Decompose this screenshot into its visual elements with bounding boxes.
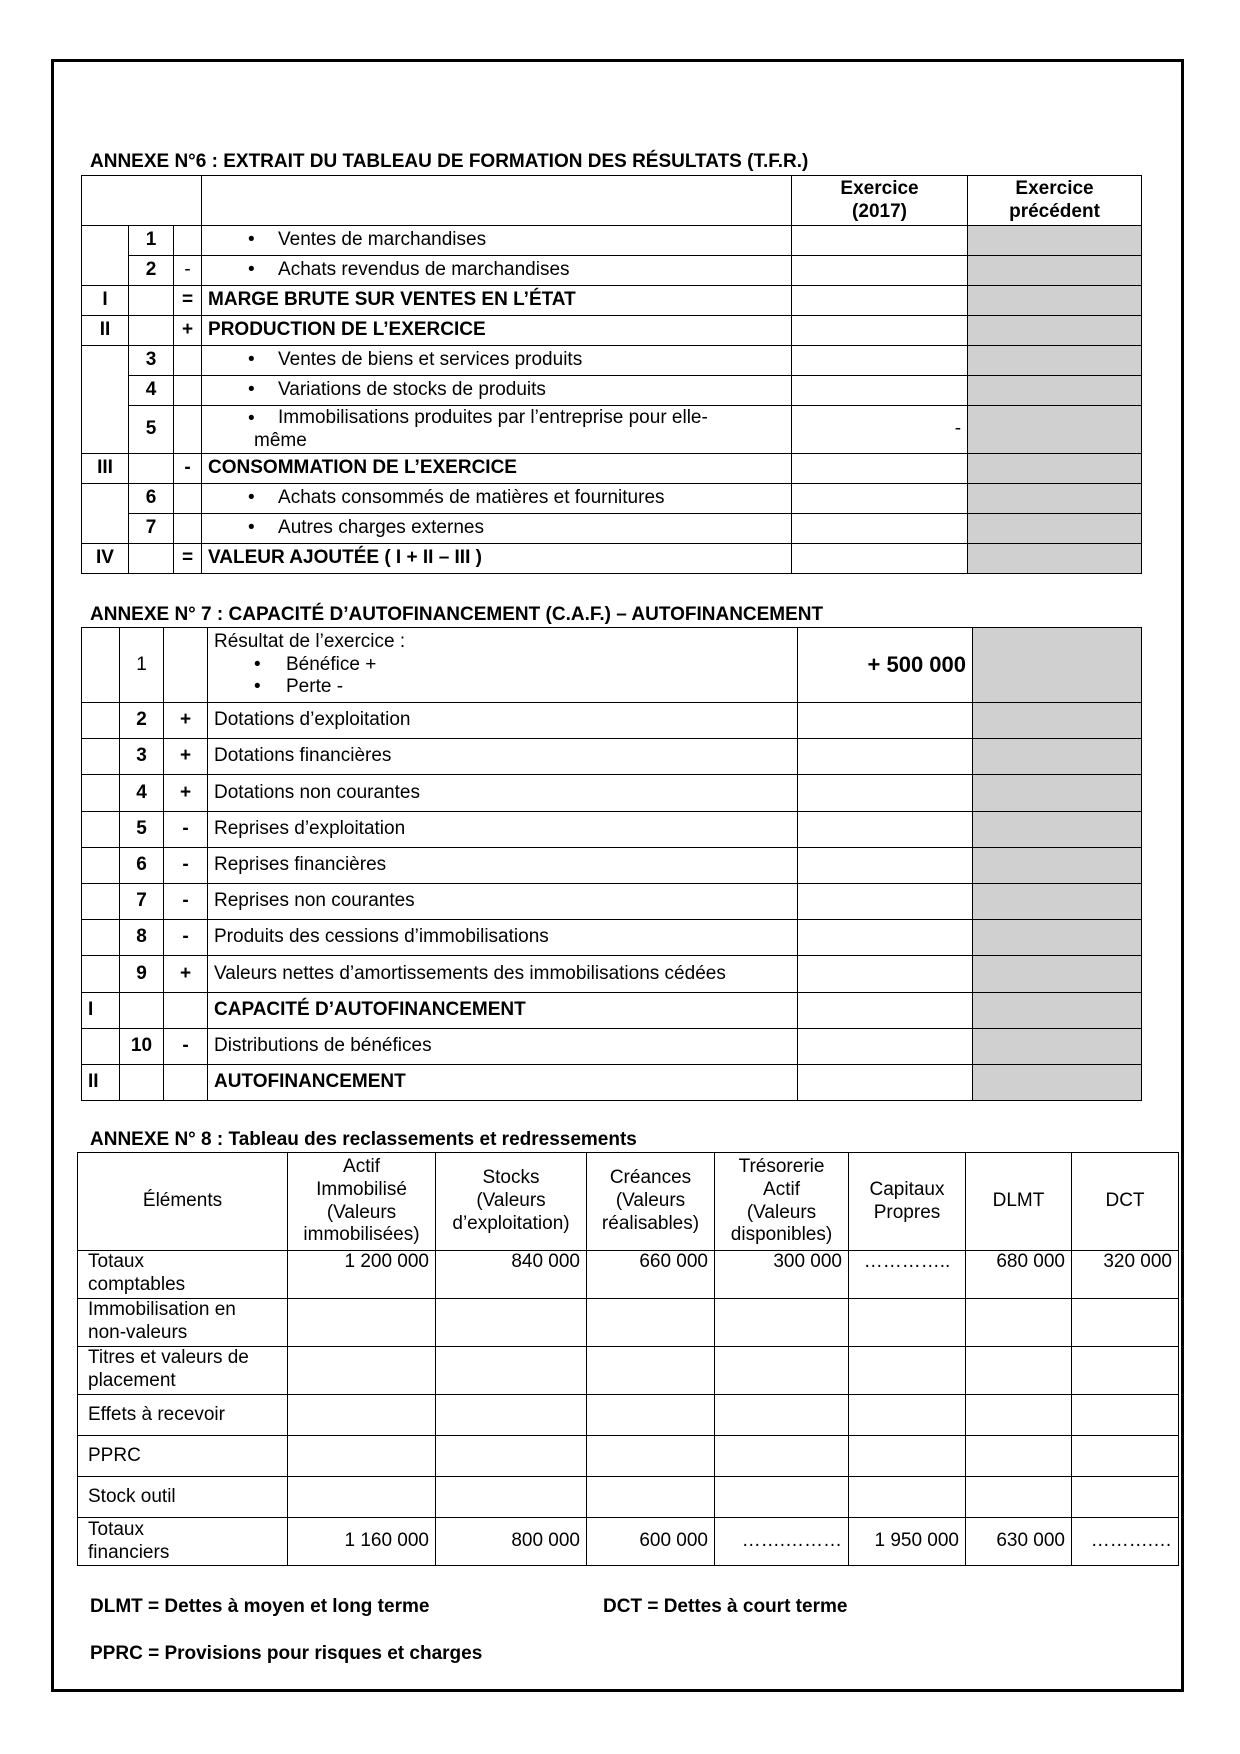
annex7-current-value — [798, 703, 973, 739]
annex8-cell — [1072, 1347, 1179, 1395]
annex8-cell — [715, 1299, 849, 1347]
annex6-row — [82, 484, 1142, 514]
annex7-previous-value — [973, 883, 1142, 919]
annex6-sign — [174, 514, 202, 544]
annex8-row-label: Totaux financiers — [78, 1518, 288, 1566]
annex6-row — [82, 514, 1142, 544]
annex8-cell — [715, 1477, 849, 1518]
annex7-num: 9 — [120, 956, 164, 992]
annex6-sign — [174, 226, 202, 256]
annex6-sign: = — [174, 286, 202, 316]
annex7-label: Reprises d’exploitation — [208, 811, 798, 847]
annex6-previous-value — [968, 346, 1142, 376]
annex6-label: • Immobilisations produites par l’entreprise pour elle- même — [202, 406, 792, 454]
annex8-cell: 600 000 — [587, 1518, 715, 1566]
annex6-previous-value — [968, 406, 1142, 454]
annex8-header: DLMT — [966, 1153, 1072, 1251]
annex7-roman: II — [82, 1064, 120, 1100]
annex7-label: Dotations non courantes — [208, 775, 798, 811]
annex7-current-value — [798, 992, 973, 1028]
annex6-row — [82, 406, 1142, 454]
annex7-label: Dotations financières — [208, 739, 798, 775]
annex6-roman: IV — [82, 544, 129, 574]
annex7-row1-value: + 500 000 — [798, 628, 973, 703]
annex6-num — [129, 316, 174, 346]
annex6-row — [82, 256, 1142, 286]
annex8-cell — [436, 1395, 587, 1436]
annex6-current-value — [792, 286, 968, 316]
annex8-header: Créances (Valeurs réalisables) — [587, 1153, 715, 1251]
annex6-header-previous: Exercice précédent — [968, 176, 1142, 226]
annex8-cell — [1072, 1395, 1179, 1436]
annex7-current-value — [798, 1064, 973, 1100]
annex7-roman — [82, 1028, 120, 1064]
annex8-cell — [849, 1477, 966, 1518]
bullet-icon: • — [248, 379, 255, 401]
annex7-num: 4 — [120, 775, 164, 811]
annex6-num: 1 — [129, 226, 174, 256]
annex7-previous-value — [973, 739, 1142, 775]
annex7-roman — [82, 811, 120, 847]
annex7-row — [82, 847, 1142, 883]
annex8-cell: …….……… — [715, 1518, 849, 1566]
annex7-roman — [82, 956, 120, 992]
annex7-previous-value — [973, 920, 1142, 956]
annex8-cell — [849, 1347, 966, 1395]
annex7-row1-previous — [973, 628, 1142, 703]
annex6-label: • Variations de stocks de produits — [202, 376, 792, 406]
annex6-previous-value — [968, 226, 1142, 256]
annex8-cell — [1072, 1477, 1179, 1518]
annex6-row — [82, 316, 1142, 346]
annex6-roman: II — [82, 316, 129, 346]
annex6-sign — [174, 376, 202, 406]
annex7-previous-value — [973, 847, 1142, 883]
annex7-label: Dotations d’exploitation — [208, 703, 798, 739]
annex8-header: Trésorerie Actif (Valeurs disponibles) — [715, 1153, 849, 1251]
annex7-sign: + — [164, 739, 208, 775]
annex7-row1-roman — [82, 628, 120, 703]
bullet-icon: • — [248, 408, 255, 429]
annex8-header: Actif Immobilisé (Valeurs immobilisées) — [288, 1153, 436, 1251]
annex7-label: Distributions de bénéfices — [208, 1028, 798, 1064]
annex7-label: Reprises non courantes — [208, 883, 798, 919]
annex6-current-value — [792, 454, 968, 484]
annex6-row — [82, 346, 1142, 376]
annex6-roman — [82, 346, 129, 454]
annex7-label: Reprises financières — [208, 847, 798, 883]
annex8-cell — [288, 1395, 436, 1436]
annex7-sign — [164, 992, 208, 1028]
annex6-roman — [82, 484, 129, 544]
annex7-row — [82, 1064, 1142, 1100]
annex6-num: 3 — [129, 346, 174, 376]
annex6-num: 7 — [129, 514, 174, 544]
annex7-num: 6 — [120, 847, 164, 883]
annex8-cell: ………….. — [849, 1251, 966, 1299]
annex8-cell — [1072, 1299, 1179, 1347]
annex6-previous-value — [968, 484, 1142, 514]
annex7-roman — [82, 739, 120, 775]
annex6-previous-value — [968, 256, 1142, 286]
annex7-previous-value — [973, 956, 1142, 992]
annex7-row — [82, 811, 1142, 847]
annex7-sign: - — [164, 1028, 208, 1064]
annex7-previous-value — [973, 703, 1142, 739]
annex6-label: MARGE BRUTE SUR VENTES EN L’ÉTAT — [202, 286, 792, 316]
annex8-cell — [288, 1436, 436, 1477]
bullet-icon: • — [248, 517, 255, 539]
annex7-roman: I — [82, 992, 120, 1028]
annex8-cell — [715, 1395, 849, 1436]
annex7-row — [82, 920, 1142, 956]
annex7-current-value — [798, 811, 973, 847]
annex8-cell — [288, 1477, 436, 1518]
annex7-sign: + — [164, 775, 208, 811]
annex7-current-value — [798, 1028, 973, 1064]
annex7-table — [81, 627, 1142, 1101]
annex8-cell — [436, 1347, 587, 1395]
annex6-num — [129, 454, 174, 484]
annex8-cell — [436, 1299, 587, 1347]
annex7-num: 8 — [120, 920, 164, 956]
annex7-current-value — [798, 920, 973, 956]
annex6-num — [129, 286, 174, 316]
annex6-num: 5 — [129, 406, 174, 454]
annex6-current-value — [792, 346, 968, 376]
annex8-cell — [587, 1299, 715, 1347]
annex6-current-value — [792, 484, 968, 514]
annex7-sign: + — [164, 956, 208, 992]
annex8-cell — [715, 1347, 849, 1395]
annex7-row1-sign — [164, 628, 208, 703]
bullet-icon: • — [248, 229, 255, 251]
annex8-cell: 1 160 000 — [288, 1518, 436, 1566]
annex7-roman — [82, 775, 120, 811]
annex8-row-label: Immobilisation en non-valeurs — [78, 1299, 288, 1347]
annex7-num — [120, 1064, 164, 1100]
annex8-cell: 840 000 — [436, 1251, 587, 1299]
annex7-current-value — [798, 739, 973, 775]
annex6-sign: - — [174, 454, 202, 484]
annex8-row — [78, 1347, 1179, 1395]
annex6-current-value — [792, 226, 968, 256]
annex6-row — [82, 226, 1142, 256]
annex6-previous-value — [968, 376, 1142, 406]
annex7-sign: - — [164, 883, 208, 919]
annex6-label: • Ventes de biens et services produits — [202, 346, 792, 376]
annex8-row-label: PPRC — [78, 1436, 288, 1477]
annex8-table — [77, 1152, 1179, 1566]
annex7-roman — [82, 847, 120, 883]
annex7-num: 10 — [120, 1028, 164, 1064]
annex8-cell — [587, 1436, 715, 1477]
annex8-cell — [436, 1436, 587, 1477]
bullet-icon: • — [248, 349, 255, 371]
annex6-num: 6 — [129, 484, 174, 514]
annex8-row — [78, 1251, 1179, 1299]
annex7-row — [82, 739, 1142, 775]
annex7-num: 2 — [120, 703, 164, 739]
annex6-num: 2 — [129, 256, 174, 286]
annex8-cell: 1 950 000 — [849, 1518, 966, 1566]
annex6-current-value: - — [792, 406, 968, 454]
annex8-cell — [849, 1299, 966, 1347]
annex6-num: 4 — [129, 376, 174, 406]
annex6-label: • Autres charges externes — [202, 514, 792, 544]
annex7-sign: + — [164, 703, 208, 739]
annex7-row1-label: Résultat de l’exercice : • Bénéfice + • Perte - — [208, 628, 798, 703]
annex7-row — [82, 956, 1142, 992]
annex6-current-value — [792, 544, 968, 574]
annex6-previous-value — [968, 454, 1142, 484]
annex6-row — [82, 376, 1142, 406]
annex6-previous-value — [968, 514, 1142, 544]
annex8-cell — [849, 1395, 966, 1436]
annex8-row — [78, 1436, 1179, 1477]
annex8-cell — [966, 1436, 1072, 1477]
annex7-row — [82, 703, 1142, 739]
annex8-cell — [1072, 1436, 1179, 1477]
annex8-row — [78, 1395, 1179, 1436]
annex8-cell — [436, 1477, 587, 1518]
annex8-cell — [966, 1299, 1072, 1347]
annex7-previous-value — [973, 992, 1142, 1028]
annex6-current-value — [792, 514, 968, 544]
annex8-cell — [587, 1477, 715, 1518]
annex8-row-label: Titres et valeurs de placement — [78, 1347, 288, 1395]
annex6-sign — [174, 484, 202, 514]
annex8-row — [78, 1518, 1179, 1566]
annex6-label: • Ventes de marchandises — [202, 226, 792, 256]
annex6-current-value — [792, 376, 968, 406]
annex6-label: VALEUR AJOUTÉE ( I + II – III ) — [202, 544, 792, 574]
annex6-sign: - — [174, 256, 202, 286]
annex8-header-row — [78, 1153, 1179, 1251]
annex7-sign: - — [164, 811, 208, 847]
annex8-cell: 800 000 — [436, 1518, 587, 1566]
annex6-header-current: Exercice (2017) — [792, 176, 968, 226]
annex7-current-value — [798, 883, 973, 919]
annex7-row — [82, 992, 1142, 1028]
annex6-current-value — [792, 316, 968, 346]
annex6-previous-value — [968, 544, 1142, 574]
bullet-icon: • — [248, 487, 255, 509]
annex8-cell — [966, 1477, 1072, 1518]
annex6-current-value — [792, 256, 968, 286]
annex8-row — [78, 1299, 1179, 1347]
annex7-current-value — [798, 956, 973, 992]
annex6-num — [129, 544, 174, 574]
annex7-num — [120, 992, 164, 1028]
annex8-cell: 660 000 — [587, 1251, 715, 1299]
annex8-cell: 320 000 — [1072, 1251, 1179, 1299]
annex8-row-label: Stock outil — [78, 1477, 288, 1518]
annex7-label: Valeurs nettes d’amortissements des immobilisations cédées — [208, 956, 798, 992]
annex7-sign: - — [164, 920, 208, 956]
annex7-current-value — [798, 847, 973, 883]
annex7-row — [82, 1028, 1142, 1064]
annex8-cell: 300 000 — [715, 1251, 849, 1299]
annex7-title: ANNEXE N° 7 : CAPACITÉ D’AUTOFINANCEMENT (C.A.F.) – AUTOFINANCEMENT — [90, 604, 824, 625]
annex6-row — [82, 454, 1142, 484]
annex7-sign — [164, 1064, 208, 1100]
annex7-sign: - — [164, 847, 208, 883]
annex6-sign — [174, 346, 202, 376]
annex6-label: • Achats consommés de matières et fournitures — [202, 484, 792, 514]
annex6-roman: III — [82, 454, 129, 484]
annex6-sign: = — [174, 544, 202, 574]
annex8-header: Stocks (Valeurs d’exploitation) — [436, 1153, 587, 1251]
annex6-header-blank — [82, 176, 202, 226]
annex8-cell: 680 000 — [966, 1251, 1072, 1299]
annex8-cell — [587, 1347, 715, 1395]
annex7-num: 5 — [120, 811, 164, 847]
annex7-row — [82, 775, 1142, 811]
annex6-row — [82, 286, 1142, 316]
annex8-row-label: Totaux comptables — [78, 1251, 288, 1299]
annex6-label: PRODUCTION DE L’EXERCICE — [202, 316, 792, 346]
annex8-cell — [288, 1299, 436, 1347]
footnote-dlmt: DLMT = Dettes à moyen et long terme — [90, 1596, 430, 1617]
annex8-cell — [849, 1436, 966, 1477]
footnote-dct: DCT = Dettes à court terme — [603, 1596, 848, 1617]
annex6-title: ANNEXE N°6 : EXTRAIT DU TABLEAU DE FORMATION DES RÉSULTATS (T.F.R.) — [90, 151, 809, 172]
annex7-label: Produits des cessions d’immobilisations — [208, 920, 798, 956]
annex6-table — [81, 175, 1142, 574]
annex7-row — [82, 883, 1142, 919]
annex8-row-label: Effets à recevoir — [78, 1395, 288, 1436]
annex8-cell: 1 200 000 — [288, 1251, 436, 1299]
annex8-cell — [966, 1347, 1072, 1395]
annex7-previous-value — [973, 775, 1142, 811]
annex6-row — [82, 544, 1142, 574]
annex7-previous-value — [973, 1028, 1142, 1064]
annex7-current-value — [798, 775, 973, 811]
annex7-num: 3 — [120, 739, 164, 775]
annex6-roman: I — [82, 286, 129, 316]
annex8-cell: 630 000 — [966, 1518, 1072, 1566]
annex8-row — [78, 1477, 1179, 1518]
annex8-cell — [966, 1395, 1072, 1436]
annex6-label: • Achats revendus de marchandises — [202, 256, 792, 286]
annex6-sign — [174, 406, 202, 454]
annex7-label: AUTOFINANCEMENT — [208, 1064, 798, 1100]
annex8-cell — [715, 1436, 849, 1477]
annex6-previous-value — [968, 316, 1142, 346]
annex6-previous-value — [968, 286, 1142, 316]
annex6-roman — [82, 226, 129, 286]
annex8-title: ANNEXE N° 8 : Tableau des reclassements et redressements — [90, 1129, 637, 1150]
annex7-roman — [82, 883, 120, 919]
annex7-row1-num: 1 — [120, 628, 164, 703]
annex7-previous-value — [973, 1064, 1142, 1100]
annex7-roman — [82, 920, 120, 956]
annex7-num: 7 — [120, 883, 164, 919]
annex8-cell — [288, 1347, 436, 1395]
annex7-roman — [82, 703, 120, 739]
annex6-header-label — [202, 176, 792, 226]
annex8-header: Éléments — [78, 1153, 288, 1251]
annex7-label: CAPACITÉ D’AUTOFINANCEMENT — [208, 992, 798, 1028]
annex8-header: Capitaux Propres — [849, 1153, 966, 1251]
annex8-header: DCT — [1072, 1153, 1179, 1251]
annex8-cell — [587, 1395, 715, 1436]
footnote-pprc: PPRC = Provisions pour risques et charges — [90, 1643, 483, 1664]
annex6-label: CONSOMMATION DE L’EXERCICE — [202, 454, 792, 484]
bullet-icon: • — [248, 259, 255, 281]
annex8-cell: ……….… — [1072, 1518, 1179, 1566]
annex7-previous-value — [973, 811, 1142, 847]
annex6-sign: + — [174, 316, 202, 346]
